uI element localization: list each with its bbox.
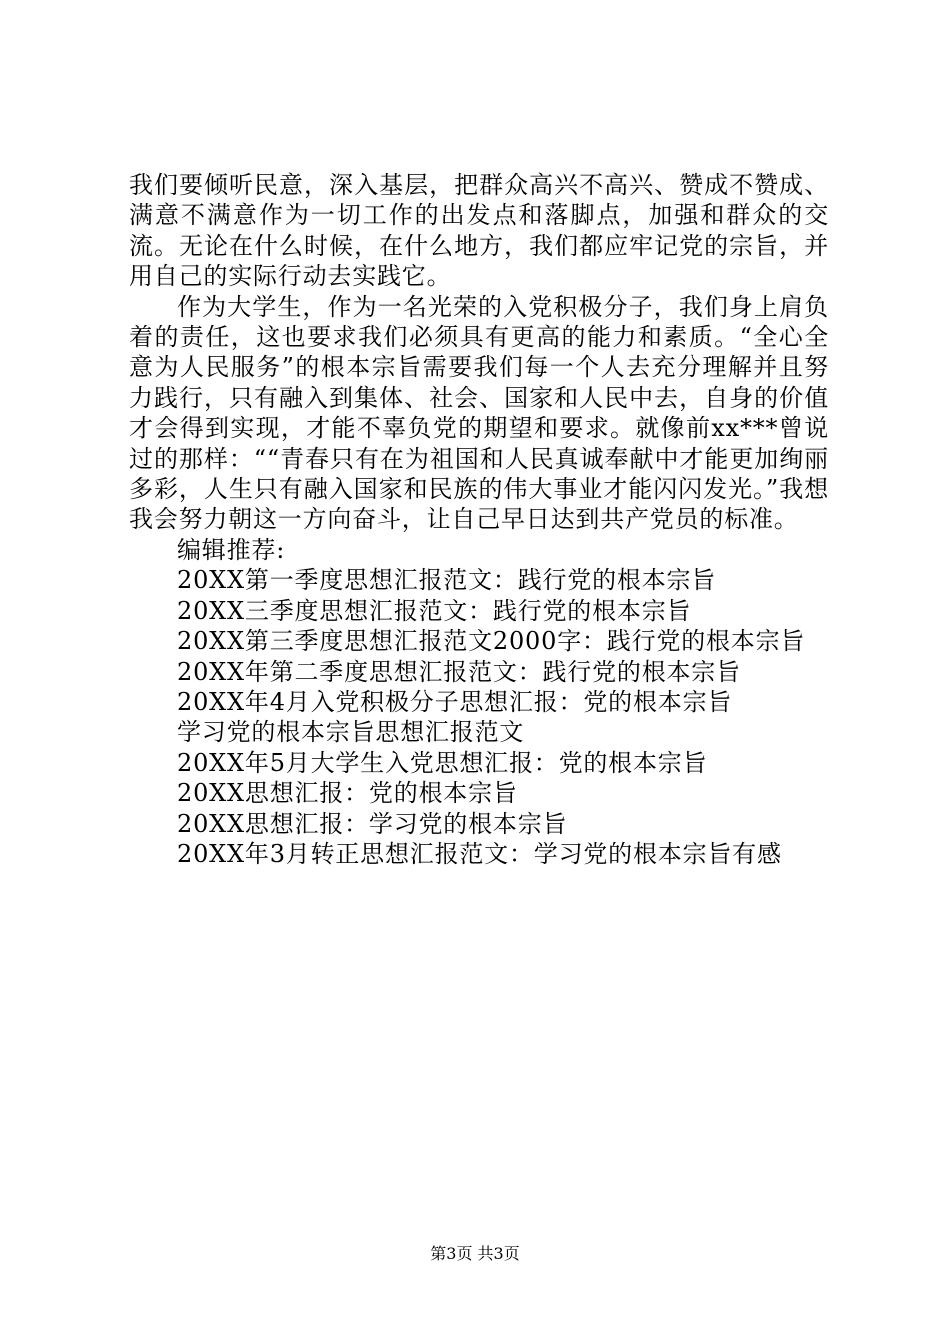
recommend-item[interactable]: 20XX第三季度思想汇报范文2000字：践行党的根本宗旨 — [177, 627, 806, 656]
recommend-item[interactable]: 20XX思想汇报：党的根本宗旨 — [177, 779, 518, 808]
recommend-item[interactable]: 20XX思想汇报：学习党的根本宗旨 — [177, 809, 568, 838]
recommend-item[interactable]: 20XX第一季度思想汇报范文：践行党的根本宗旨 — [177, 566, 717, 595]
recommend-heading: 编辑推荐: — [177, 535, 286, 564]
recommend-item[interactable]: 20XX年3月转正思想汇报范文：学习党的根本宗旨有感 — [177, 839, 782, 868]
paragraph-1: 我们要倾听民意，深入基层，把群众高兴不高兴、赞成不赞成、满意不满意作为一切工作的出发点和落脚点，加强和群众的交流。无论在什么时候，在什么地方，我们都应牢记党的宗旨，并用自己的实际行动去实践它。 — [129, 171, 829, 291]
paragraph-2: 作为大学生，作为一名光荣的入党积极分子，我们身上肩负着的责任，这也要求我们必须具有更高的能力和素质。“全心全意为人民服务”的根本宗旨需要我们每一个人去充分理解并且努力践行，只有融入到集体、社会、国家和人民中去，自身的价值才会得到实现，才能不辜负党的期望和要求。就像前xx***曾说过的那样：““青春只有在为祖国和人民真诚奉献中才能更加绚丽多彩，人生只有融入国家和民族的伟大事业才能闪闪发光。”我想我会努力朝这一方向奋斗，让自己早日达到共产党员的标准。 — [129, 292, 829, 534]
recommend-item[interactable]: 20XX年第二季度思想汇报范文：践行党的根本宗旨 — [177, 657, 741, 686]
recommend-item[interactable]: 20XX年4月入党积极分子思想汇报：党的根本宗旨 — [177, 687, 733, 716]
recommend-item[interactable]: 20XX年5月大学生入党思想汇报：党的根本宗旨 — [177, 748, 708, 777]
document-body — [129, 170, 829, 869]
recommend-list — [129, 565, 829, 869]
recommend-item[interactable]: 20XX三季度思想汇报范文：践行党的根本宗旨 — [177, 596, 692, 625]
recommend-item[interactable]: 学习党的根本宗旨思想汇报范文 — [177, 718, 525, 747]
page-footer: 第3页 共3页 — [430, 1244, 520, 1263]
